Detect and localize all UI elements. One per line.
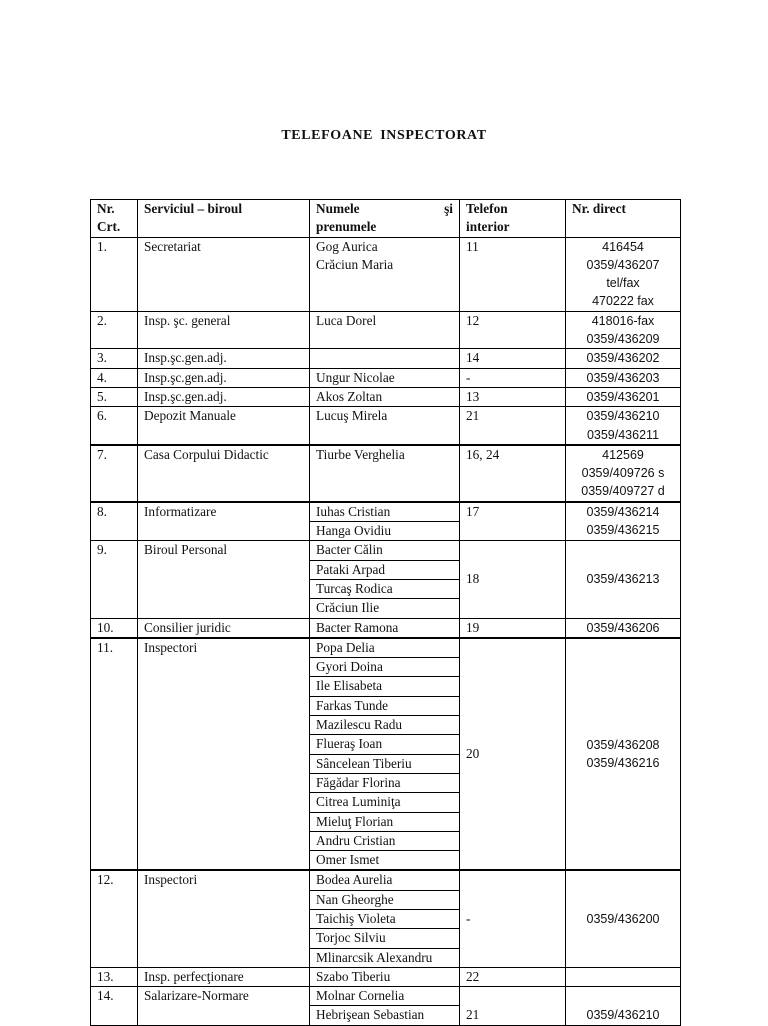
table-row [91,445,681,502]
table-header-row [91,200,681,238]
table-row [91,967,681,986]
row-extension: 16, 24 [460,445,566,502]
row-nr: 13. [91,967,138,986]
table-row [91,638,681,658]
phone-table [90,199,681,1026]
row-name: Akos Zoltan [310,387,460,406]
row-direct: 0359/436203 [566,368,681,387]
row-nr: 11. [91,638,138,871]
row-direct: 416454 0359/436207 tel/fax 470222 fax [566,237,681,311]
row-service: Casa Corpului Didactic [138,445,310,502]
row-names: Gog Aurica Crăciun Maria [310,237,460,311]
table-row [91,311,681,349]
row-extension: - [460,368,566,387]
row-name: Gyori Doina [310,658,460,677]
row-service: Secretariat [138,237,310,311]
row-nr: 10. [91,618,138,638]
row-extension: 20 [460,638,566,871]
row-name: Luca Dorel [310,311,460,349]
row-service: Insp.şc.gen.adj. [138,368,310,387]
row-name: Mlinarcsik Alexandru [310,948,460,967]
row-direct: 0359/436213 [566,541,681,618]
row-name: Turcaş Rodica [310,579,460,598]
row-name: Bodea Aurelia [310,870,460,890]
row-extension: 21 [460,987,566,1026]
table-row [91,502,681,522]
row-extension: 12 [460,311,566,349]
row-direct: 0359/436210 0359/436211 [566,407,681,445]
row-name: Mazilescu Radu [310,716,460,735]
row-service: Biroul Personal [138,541,310,618]
row-name: Andru Cristian [310,831,460,850]
row-direct [566,967,681,986]
row-direct: 0359/436202 [566,349,681,368]
row-name: Torjoc Silviu [310,929,460,948]
table-row [91,407,681,445]
row-name: Mieluţ Florian [310,812,460,831]
row-direct: 0359/436214 0359/436215 [566,502,681,541]
row-name: Sâncelean Tiberiu [310,754,460,773]
header-direct: Nr. direct [566,200,681,238]
row-service: Insp.şc.gen.adj. [138,387,310,406]
table-row [91,387,681,406]
row-name: Făgădar Florina [310,773,460,792]
row-direct: 0359/436208 0359/436216 [566,638,681,871]
row-nr: 5. [91,387,138,406]
row-name: Hebrişean Sebastian [310,1006,460,1025]
row-name: Tiurbe Verghelia [310,445,460,502]
row-extension: 17 [460,502,566,541]
table-row [91,237,681,311]
row-direct: 0359/436206 [566,618,681,638]
row-name: Ungur Nicolae [310,368,460,387]
table-row [91,541,681,560]
row-service: Inspectori [138,638,310,871]
row-name: Molnar Cornelia [310,987,460,1006]
row-name: Crăciun Ilie [310,599,460,618]
row-direct: 412569 0359/409726 s 0359/409727 d [566,445,681,502]
header-numele: Numele şi prenumele [310,200,460,238]
row-name: Flueraş Ioan [310,735,460,754]
row-name: Szabo Tiberiu [310,967,460,986]
row-extension: - [460,870,566,967]
row-name: Hanga Ovidiu [310,522,460,541]
row-name: Pataki Arpad [310,560,460,579]
row-direct: 0359/436201 [566,387,681,406]
row-name: Iuhas Cristian [310,502,460,522]
row-nr: 4. [91,368,138,387]
header-serviciu: Serviciul – biroul [138,200,310,238]
row-name: Farkas Tunde [310,696,460,715]
row-name: Taichiş Violeta [310,909,460,928]
row-direct: 0359/436200 [566,870,681,967]
row-nr: 1. [91,237,138,311]
row-extension: 11 [460,237,566,311]
row-service: Depozit Manuale [138,407,310,445]
row-direct: 0359/436210 [566,987,681,1026]
row-extension: 14 [460,349,566,368]
row-extension: 18 [460,541,566,618]
row-nr: 9. [91,541,138,618]
row-extension: 13 [460,387,566,406]
row-name: Bacter Călin [310,541,460,560]
table-row [91,368,681,387]
row-name: Omer Ismet [310,851,460,871]
table-row [91,870,681,890]
row-name: Nan Gheorghe [310,890,460,909]
row-service: Insp. şc. general [138,311,310,349]
row-nr: 7. [91,445,138,502]
row-service: Insp. perfecţionare [138,967,310,986]
row-name: Popa Delia [310,638,460,658]
row-direct: 418016-fax 0359/436209 [566,311,681,349]
row-extension: 21 [460,407,566,445]
row-name: Ile Elisabeta [310,677,460,696]
header-telefon: Telefon interior [460,200,566,238]
row-nr: 14. [91,987,138,1026]
row-extension: 22 [460,967,566,986]
row-name: Lucuş Mirela [310,407,460,445]
row-name [310,349,460,368]
table-row [91,618,681,638]
page-title: TELEFOANE INSPECTORAT [281,128,487,143]
row-extension: 19 [460,618,566,638]
row-name: Bacter Ramona [310,618,460,638]
row-nr: 8. [91,502,138,541]
row-nr: 6. [91,407,138,445]
row-service: Informatizare [138,502,310,541]
table-row [91,349,681,368]
table-row [91,987,681,1006]
row-nr: 2. [91,311,138,349]
row-name: Citrea Luminiţa [310,793,460,812]
row-service: Salarizare-Normare [138,987,310,1026]
row-service: Consilier juridic [138,618,310,638]
row-service: Insp.şc.gen.adj. [138,349,310,368]
header-nr: Nr. Crt. [91,200,138,238]
row-nr: 3. [91,349,138,368]
row-service: Inspectori [138,870,310,967]
row-nr: 12. [91,870,138,967]
